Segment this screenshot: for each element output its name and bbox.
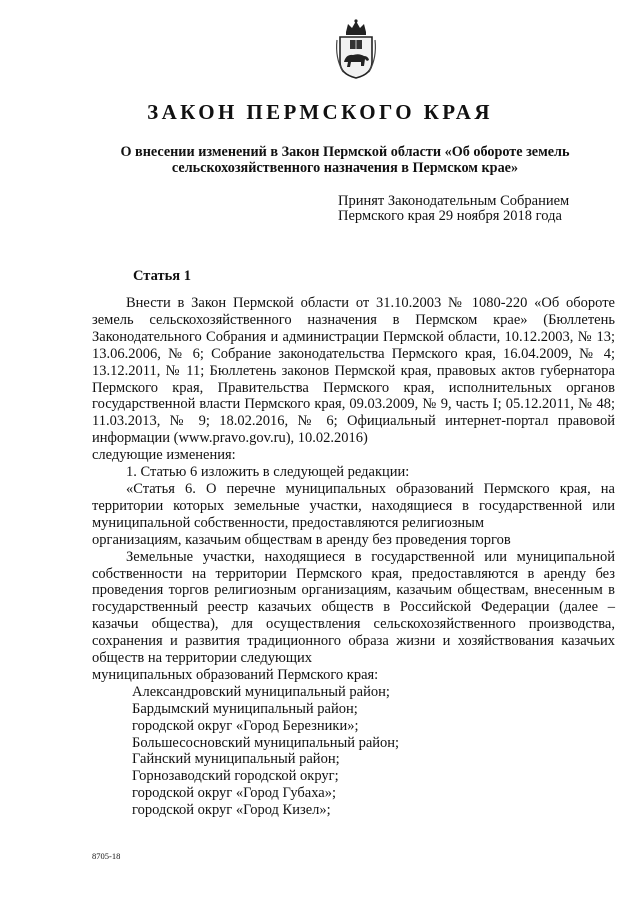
list-item: Гайнский муниципальный район; <box>132 751 340 768</box>
adoption-note-line: Пермского края 29 ноября 2018 года <box>338 208 562 224</box>
adoption-note-line: Принят Законодательным Собранием <box>338 193 570 209</box>
article-heading: Статья 1 <box>133 268 191 284</box>
list-item: городской округ «Город Губаха»; <box>132 785 337 802</box>
intro-paragraph: Внести в Закон Пермской области от 31.10.2003 № 1080-220 «Об обороте земель сельскохозяйственного назначения в Пермском крае» (Бюллетень Законодательного Собрания и администрации Пермской области, 10.12.2003, № 13; 13.06.2006, № 6; Собрание законодательства Пермского края, 16.04.2009, № 4; 13.12.2011, № 11; Бюллетень законов Пермской края, правовых актов губернатора Пермского края, Правительства Пермского края, исполнительных органов государственной власти Пермского края, 09.03.2009, № 9, часть I; 05.12.2011, № 48; 11.03.2013, № 9; 18.02.2016, № 6; Официальный интернет-портал правовой информации (www.pravo.gov.ru), 10.02.2016) <box>92 295 615 447</box>
list-item: Александровский муниципальный район; <box>132 683 390 700</box>
law-title: ЗАКОН ПЕРМСКОГО КРАЯ <box>147 100 493 124</box>
quoted-article-heading: «Статья 6. О перечне муниципальных образований Пермского края, на территории которых земельные участки, находящиеся в государственной или муниципальной собственности, предоставляются религиозным <box>92 480 615 531</box>
intro-paragraph-end: следующие изменения: <box>92 447 236 464</box>
quoted-paragraph: Земельные участки, находящиеся в государственной или муниципальной собственности на территории Пермского края, предоставляются в аренду без проведения торгов религиозным организациям, казачьим обществам, внесенным в государственный реестр казачьих обществ в Российской Федерации (далее – казачьи общества), для осуществления сельскохозяйственного производства, сохранения и развития традиционного образа жизни и хозяйствования казачьих обществ на территории следующих <box>92 548 615 667</box>
point-1: 1. Статью 6 изложить в следующей редакции: <box>126 464 410 481</box>
law-subject-line: сельскохозяйственного назначения в Пермском крае» <box>171 160 519 176</box>
perm-krai-coat-of-arms-icon <box>333 18 379 80</box>
list-item: Горнозаводский городской округ; <box>132 768 339 785</box>
adoption-note <box>338 194 569 224</box>
article-body <box>92 295 615 819</box>
law-subject <box>90 144 600 176</box>
list-item: городской округ «Город Кизел»; <box>132 802 331 819</box>
law-subject-line: О внесении изменений в Закон Пермской области «Об обороте земель <box>120 144 570 160</box>
list-item: городской округ «Город Березники»; <box>132 717 359 734</box>
quoted-paragraph-end: муниципальных образований Пермского края: <box>92 666 379 683</box>
document-code: 8705-18 <box>92 851 121 861</box>
list-item: Бардымский муниципальный район; <box>132 700 358 717</box>
quoted-article-heading-end: организациям, казачьим обществам в аренду без проведения торгов <box>92 531 511 548</box>
list-item: Большесосновский муниципальный район; <box>132 734 400 751</box>
